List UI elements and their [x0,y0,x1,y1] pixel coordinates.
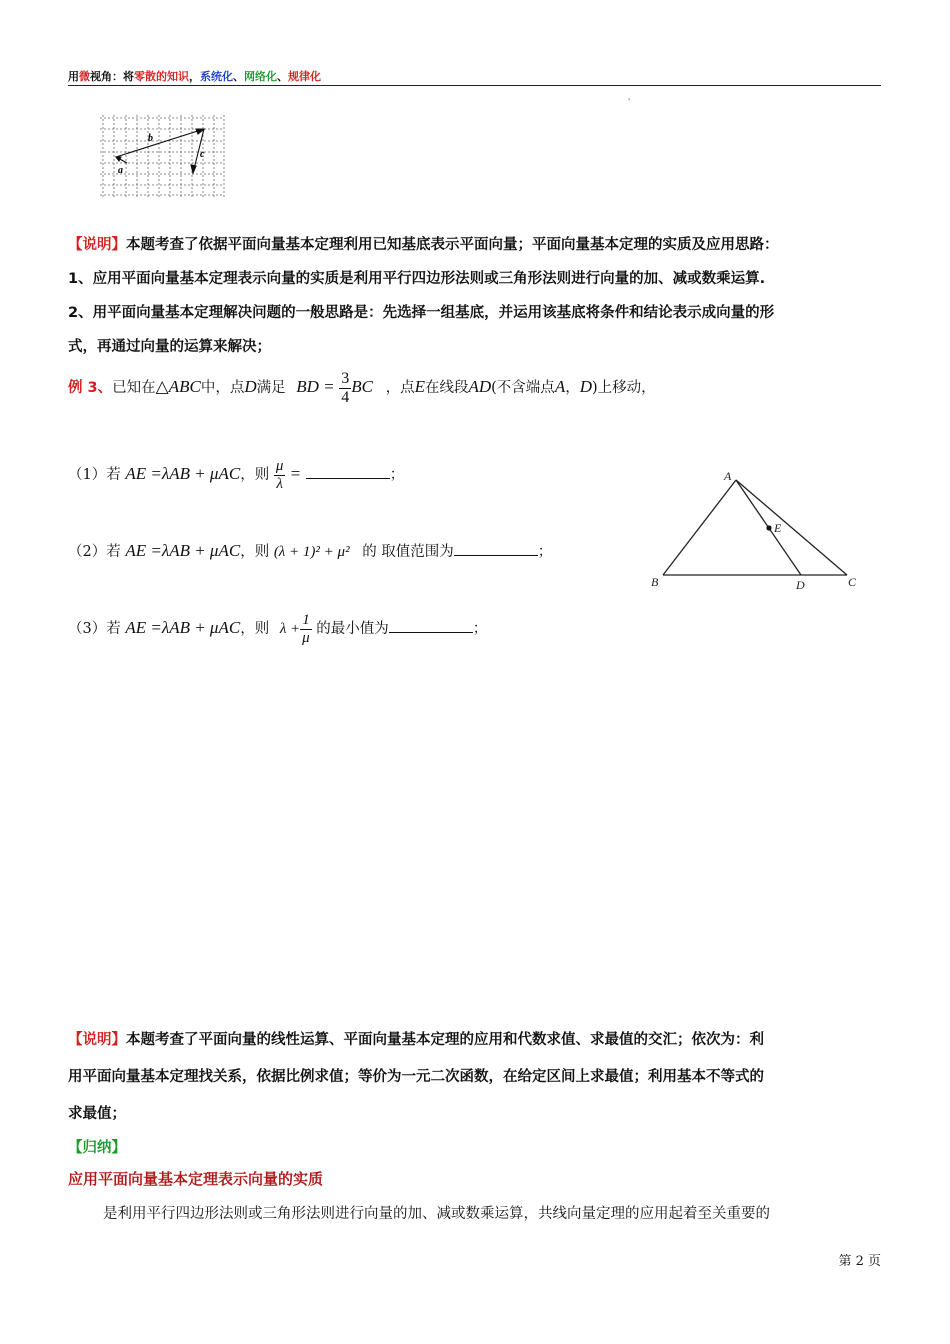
question-text: ，则 [240,621,270,637]
math-text: = [285,464,302,483]
explanation-line: 式，再通过向量的运算来解决； [68,339,271,355]
label-b: B [651,575,659,589]
explanation-1 [68,228,883,364]
summary-tag [68,1136,126,1157]
math-text: BC [351,377,373,397]
explanation-line: 2、用平面向量基本定理解决问题的一般思路是：先选择一组基底，并运用该基底将条件和结论表示成向量的形 [68,305,775,321]
math-text: D [244,377,257,397]
question-3 [68,612,487,646]
question-text: 的 取值范围为 [362,544,454,560]
fraction-numerator: 3 [341,370,350,387]
math-text: D [579,377,592,397]
label-c: C [848,575,857,589]
math-text: λ + [279,621,301,637]
example-text: ， [565,380,580,397]
header-text: 微 [79,70,90,83]
math-text: BD [296,377,319,397]
answer-blank[interactable] [389,632,473,633]
triangle-symbol: △ [155,377,169,398]
fraction-numerator: μ [275,458,284,474]
explanation-2 [68,1022,883,1133]
math-text: AE =λAB + μAC [125,464,241,483]
explanation-text: 本题考查了依据平面向量基本定理利用已知基底表示平面向量；平面向量基本定理的实质及应用思路： [126,237,779,253]
explanation-line: 1、应用平面向量基本定理表示向量的实质是利用平行四边形法则或三角形法则进行向量的加、减或数乘运算. [68,271,766,287]
fraction-denominator: 4 [341,388,350,406]
example-text: (不含端点 [491,380,555,397]
question-number: （1）若 [68,467,121,483]
label-d: D [796,578,805,592]
label-a: a [118,165,123,176]
fraction-3-4 [339,370,351,406]
example-text: 满足 [256,380,286,397]
fraction-denominator: μ [302,629,310,646]
point-e [766,525,771,530]
header-text: 用 [68,70,79,83]
header-text: 视角：将 [90,70,134,83]
explanation-tag: 【说明】 [68,237,126,253]
example-text: ，点 [385,380,415,397]
question-text: ，则 [240,544,270,560]
label-c: c [200,149,205,160]
page-number: 第 2 页 [838,1254,881,1269]
example-text: 中，点 [200,380,245,397]
math-text: (λ + 1)² + μ² [273,544,350,560]
explanation-tag: 【说明】 [68,1032,126,1048]
question-text: ； [472,621,488,637]
summary-tag-text: 【归纳】 [68,1140,126,1156]
vector-grid-figure [100,115,230,197]
edge-ab [663,480,736,575]
example-label: 例 3、 [68,380,113,397]
fraction-numerator: 1 [302,612,310,628]
example-3 [68,370,883,406]
arrow-head-a [116,157,121,161]
vector-b [116,129,204,157]
fraction-denominator: λ [276,475,283,492]
stray-mark: ' [628,97,631,106]
example-text: 已知在 [112,380,156,397]
question-2 [68,540,552,561]
question-number: （2）若 [68,544,121,560]
math-text: = [318,377,335,397]
header-text: ， [189,70,200,83]
explanation-line: 求最值； [68,1106,126,1122]
label-e: E [774,521,782,535]
header-text: 系统化 [200,70,233,83]
label-b: b [148,133,153,144]
math-text: AD [468,377,492,397]
header-text: 规律化 [288,70,321,83]
question-text: ，则 [240,467,270,483]
explanation-text: 本题考查了平面向量的线性运算、平面向量基本定理的应用和代数求值、求最值的交汇；依次为：利 [126,1032,764,1048]
answer-blank[interactable] [306,478,390,479]
question-text: ； [537,544,553,560]
header-rule [68,85,881,86]
header-text: 、 [233,70,244,83]
example-text: )上移动， [591,380,656,397]
summary-body: 是利用平行四边形法则或三角形法则进行向量的加、减或数乘运算，共线向量定理的应用起着至关重要的 [103,1206,770,1222]
question-number: （3）若 [68,621,121,637]
question-1 [68,458,404,492]
page-header [68,68,321,84]
answer-blank[interactable] [454,555,538,556]
example-text: 在线段 [424,380,469,397]
explanation-line [68,228,883,262]
question-text: 的最小值为 [316,621,389,637]
math-text: AE =λAB + μAC [125,541,241,560]
explanation-line: 用平面向量基本定理找关系，依据比例求值；等价为一元二次函数，在给定区间上求最值；利用基本不等式的 [68,1069,764,1085]
fraction-1-mu [300,612,312,646]
math-text: ABC [168,377,201,397]
question-text: ； [389,467,405,483]
explanation-line [68,1022,883,1059]
label-a: A [724,469,732,483]
fraction-mu-lambda [274,458,286,492]
header-text: 、 [277,70,288,83]
header-text: 零散的知识 [134,70,189,83]
summary-title: 应用平面向量基本定理表示向量的实质 [68,1170,324,1188]
math-text: E [414,377,425,397]
math-text: AE =λAB + μAC [125,618,241,637]
header-text: 网络化 [244,70,277,83]
triangle-figure [648,468,863,593]
math-text: A [554,377,566,397]
